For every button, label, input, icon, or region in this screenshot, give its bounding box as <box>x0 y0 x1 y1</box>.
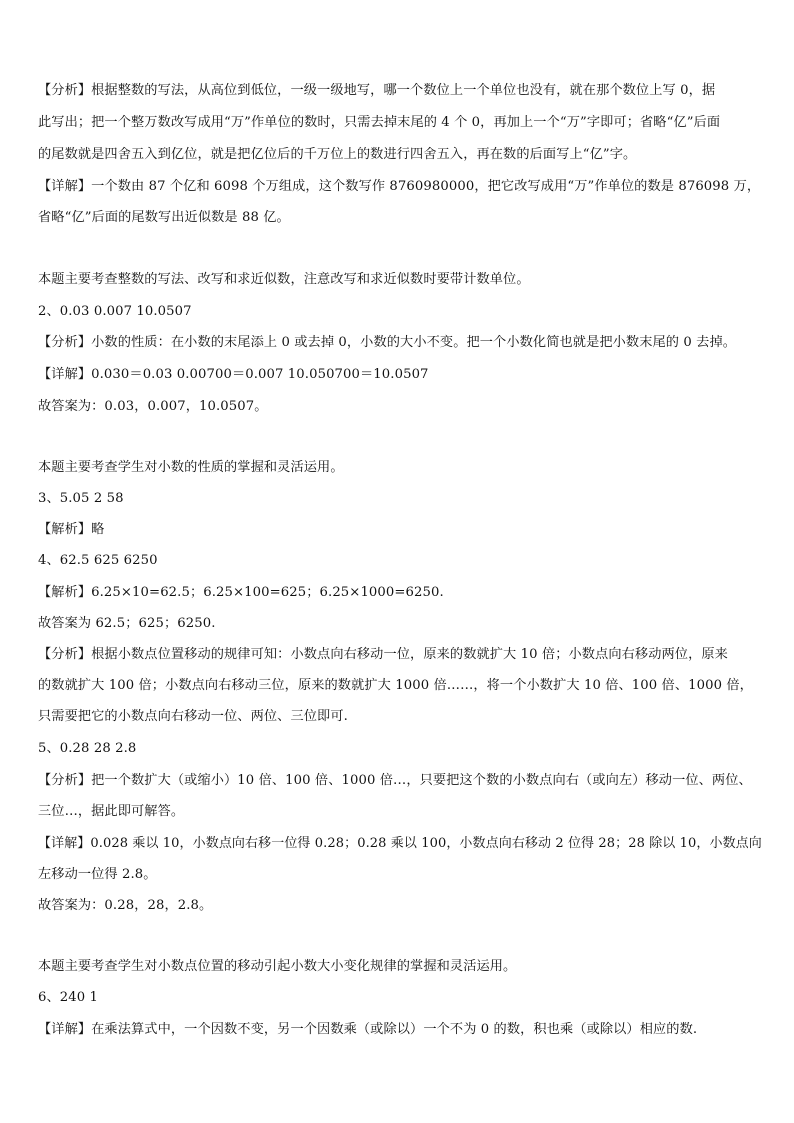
summary-line: 本题主要考查学生对小数点位置的移动引起小数大小变化规律的掌握和灵活运用。 <box>38 959 517 974</box>
analysis-line-2: 的数就扩大 100 倍；小数点向右移动三位，原来的数就扩大 1000 倍……，将一个小数扩大 10 倍、100 倍、1000 倍， <box>38 678 753 693</box>
explanation-line: 【解析】6.25×10=62.5；6.25×100=625；6.25×1000=6250. <box>38 585 444 600</box>
conclusion-line: 故答案为 62.5；625；6250. <box>38 616 216 631</box>
summary-line: 本题主要考查学生对小数的性质的掌握和灵活运用。 <box>38 460 344 475</box>
answer-4: 4、62.5 625 6250 <box>38 553 158 568</box>
analysis-line: 【分析】小数的性质：在小数的末尾添上 0 或去掉 0，小数的大小不变。把一个小数化简也就是把小数末尾的 0 去掉。 <box>38 335 737 350</box>
analysis-line-3: 只需要把它的小数点向右移动一位、两位、三位即可. <box>38 709 348 724</box>
conclusion-line: 故答案为：0.28，28，2.8。 <box>38 898 213 913</box>
conclusion-line: 故答案为：0.03，0.007，10.0507。 <box>38 399 268 414</box>
analysis-line-1: 【分析】根据整数的写法，从高位到低位，一级一级地写，哪一个数位上一个单位也没有，就在那个数位上写 0，据 <box>38 83 716 98</box>
detail-line-2: 省略“亿”后面的尾数写出近似数是 88 亿。 <box>38 210 290 225</box>
detail-line-2: 左移动一位得 2.8。 <box>38 867 157 882</box>
detail-line-1: 【详解】0.028 乘以 10，小数点向右移一位得 0.28；0.28 乘以 100，小数点向右移动 2 位得 28；28 除以 10，小数点向 <box>38 836 762 851</box>
answer-2: 2、0.03 0.007 10.0507 <box>38 304 192 319</box>
answer-5: 5、0.28 28 2.8 <box>38 741 137 756</box>
detail-line-1: 【详解】一个数由 87 个亿和 6098 个万组成，这个数写作 8760980000，把它改写成用“万”作单位的数是 876098 万， <box>38 179 761 194</box>
analysis-line-1: 【分析】根据小数点位置移动的规律可知：小数点向右移动一位，原来的数就扩大 10 倍；小数点向右移动两位，原来 <box>38 647 728 662</box>
detail-line: 【详解】0.030＝0.03 0.00700＝0.007 10.050700＝10.0507 <box>38 367 429 382</box>
answer-6: 6、240 1 <box>38 990 99 1005</box>
summary-line: 本题主要考查整数的写法、改写和求近似数，注意改写和求近似数时要带计数单位。 <box>38 272 530 287</box>
analysis-line-1: 【分析】把一个数扩大（或缩小）10 倍、100 倍、1000 倍…，只要把这个数的小数点向右（或向左）移动一位、两位、 <box>38 773 752 788</box>
analysis-line-2: 三位…，据此即可解答。 <box>38 804 185 819</box>
answer-3: 3、5.05 2 58 <box>38 491 124 506</box>
analysis-line-3: 的尾数就是四舍五入到亿位，就是把亿位后的千万位上的数进行四舍五入，再在数的后面写上“亿”字。 <box>38 147 637 162</box>
detail-line: 【详解】在乘法算式中，一个因数不变，另一个因数乘（或除以）一个不为 0 的数，积也乘（或除以）相应的数. <box>38 1022 698 1037</box>
explanation-line: 【解析】略 <box>38 522 105 537</box>
analysis-line-2: 此写出；把一个整万数改写成用“万”作单位的数时，只需去掉末尾的 4 个 0，再加上一个“万”字即可；省略“亿”后面 <box>38 115 721 130</box>
